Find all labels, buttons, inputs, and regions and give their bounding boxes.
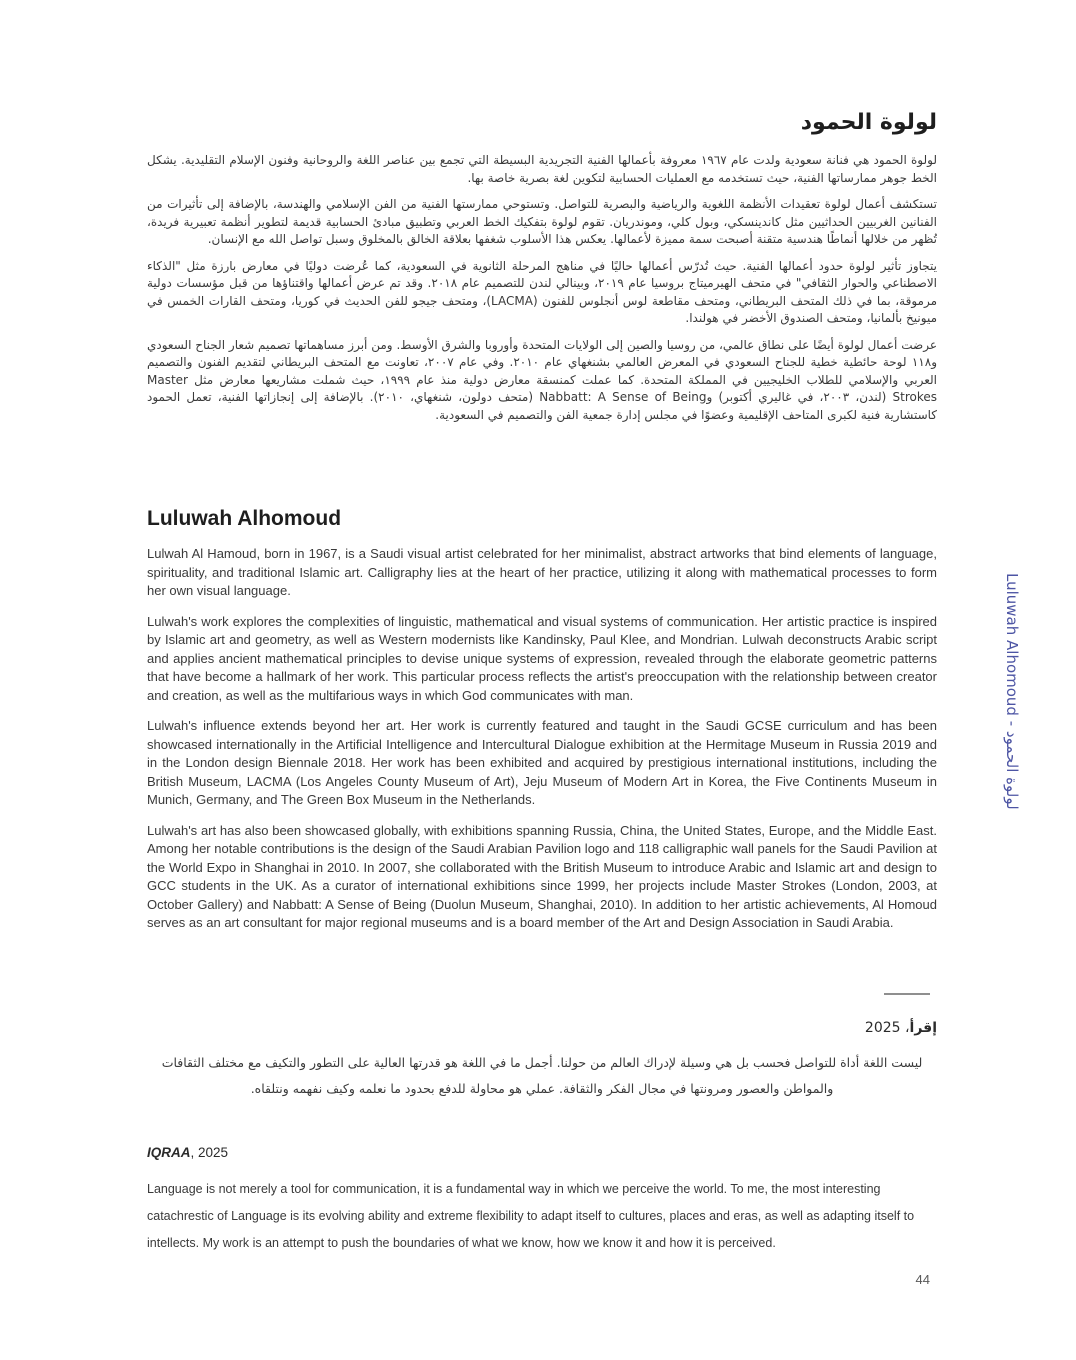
arabic-artist-quote: ليست اللغة أداة للتواصل فحسب بل هي وسيلة لإدراك العالم من حولنا. أجمل ما في اللغة هو قدرتها العالية على التطور والتكيف مع مختلف الثقافات والمواطن والعصور ومرونتها في مجال الفكر والثقافة. عملي هو محاولة للدفع بحدود ما نعلمه وكيف نفهمه ونتلقاه.	[161, 1055, 923, 1096]
arabic-quote-caption-title: إقرأ	[909, 1020, 937, 1036]
english-paragraph-2: Lulwah's work explores the complexities of linguistic, mathematical and visual systems of communication. Her artistic practice is inspired by Islamic art and geometry, as well as Western modernists like Kandinsky, Paul Klee, and Mondrian. Lulwah deconstructs Arabic script and applies ancient mathematical principles to devise unique systems of expression, revealed through the elaborate geometric patterns that have become a hallmark of her work. This particular process reflects the artist's preoccupation with the relationship between creator and creation, as well as the multifarious ways in which God communicates with man.	[147, 613, 937, 703]
arabic-quote-caption-year: ، 2025	[864, 1020, 910, 1036]
arabic-artist-title: لولوة الحمود	[800, 110, 937, 135]
arabic-paragraph-1: لولوة الحمود هي فنانة سعودية ولدت عام ١٩٦٧ معروفة بأعمالها الفنية التجريدية البسيطة التي تجمع بين عناصر اللغة والروحانية وفنون الإسلام التقليدية. يشكل الخط جوهر ممارساتها الفنية، حيث تستخدمه مع العمليات الحسابية لتكوين لغة بصرية خاصة بها.	[147, 153, 937, 185]
english-artist-quote: Language is not merely a tool for communication, it is a fundamental way in which we perceive the world. To me, the most interesting catachrestic of Language is its evolving ability and extreme flexibility to adapt itself to cultures, places and eras, as well as adapting itself to intellects. My work is an attempt to push the boundaries of what we know, how we know it and how it is perceived.	[147, 1182, 915, 1250]
english-paragraph-3: Lulwah's influence extends beyond her art. Her work is currently featured and taught in the Saudi GCSE curriculum and has been showcased internationally in the Artificial Intelligence and Intercultural Dialogue exhibition at the Hermitage Museum in Russia 2019 and in the London design Biennale 2018. Her work has been exhibited and acquired by prestigious international institutions, including the British Museum, LACMA (Los Angeles County Museum of Art), Jeju Museum of Modern Art in Korea, the Five Continents Museum in Munich, Germany, and The Green Box Museum in the Netherlands.	[147, 718, 937, 807]
english-quote-caption-year: , 2025	[190, 1145, 229, 1160]
arabic-paragraph-4: عرضت أعمال لولوة أيضًا على نطاق عالمي، من روسيا والصين إلى الولايات المتحدة وأوروبا والشرق الأوسط. ومن أبرز مساهماتها تصميم شعار الجناح السعودي و١١٨ لوحة حائطية خطية للجناح السعودي في المعرض العالمي بشنغهاي عام ٢٠١٠. وفي عام ٢٠٠٧، تعاونت مع المتحف البريطاني لتقديم الفنون والتصميم العربي والإسلامي للطلاب الخليجيين في المملكة المتحدة. كما عملت كمنسقة معارض دولية منذ عام ١٩٩٩، حيث شملت مشاريعها معارض مثل Master Strokes (لندن، ٢٠٠٣، في غاليري أكتوبر) وNabbatt: A Sense of Being (متحف دولون، شنغهاي، ٢٠١٠). بالإضافة إلى إنجازاتها الفنية، تعمل الحمود كاستشارية فنية لكبرى المتاحف الإقليمية وعضوًا في مجلس إدارة جمعية الفن والتصميم في السعودية.	[147, 337, 937, 422]
english-quote-caption	[147, 1143, 937, 1162]
arabic-bio-section	[147, 108, 937, 502]
english-paragraph-4: Lulwah's art has also been showcased globally, with exhibitions spanning Russia, China, the United States, Europe, and the Middle East. Among her notable contributions is the design of the Saudi Arabian Pavilion logo and 118 calligraphic wall panels for the Saudi Pavilion at the World Expo in Shanghai in 2010. In 2007, she collaborated with the British Museum to introduce Arabic and Islamic art and design to GCC students in the UK. As a curator of international exhibitions since 1999, her projects include Master Strokes (London, 2003, at October Gallery) and Nabbatt: A Sense of Being (Duolun Museum, Shanghai, 2010). In addition to her artistic achievements, Al Homoud serves as an art consultant for major regional museums and is a board member of the Art and Design Association in Saudi Arabia.	[147, 822, 937, 930]
arabic-quote-caption	[147, 1018, 937, 1038]
quote-divider-rule	[884, 993, 930, 995]
english-quote-caption-title: IQRAA	[147, 1145, 191, 1160]
english-artist-title: Luluwah Alhomoud	[147, 507, 342, 530]
english-bio-section	[147, 506, 937, 978]
page-number: 44	[915, 1272, 930, 1287]
arabic-paragraph-2: تستكشف أعمال لولوة تعقيدات الأنظمة اللغوية والرياضية والبصرية للتواصل. وتستوحي ممارستها الفنية من الفن الإسلامي والهندسة، بالإضافة إلى تأثيرات من الفنانين الغربيين الحداثيين مثل كاندينسكي، وبول كلي، وموندريان. تقوم لولوة بتفكيك الخط العربي وتطبيق مبادئ الحسابية قديمة لتطوير أنظمة تعبيرية فريدة، تُظهر من خلالها أنماطًا هندسية متقنة أصبحت سمة مميزة لأعمالها. يعكس هذا الأسلوب شغفها بعلاقة الخالق بالمخلوق وسبل تواصل الله مع الإنسان.	[147, 197, 937, 246]
margin-artist-label: Luluwah Alhomoud - لولوة الحمود	[1003, 573, 1021, 810]
arabic-paragraph-3: يتجاوز تأثير لولوة حدود أعمالها الفنية. حيث تُدرّس أعمالها حاليًا في مناهج المرحلة الثانوية في السعودية، كما عُرضت دوليًا في معارض بارزة مثل "الذكاء الاصطناعي والحوار الثقافي" في متحف الهيرميتاج بروسيا عام ٢٠١٩، وبينالي لندن للتصميم عام ٢٠١٨. وقد تم عرض أعمالها واقتناؤها من قبل مؤسسات دولية مرموقة، بما في ذلك المتحف البريطاني، ومتحف مقاطعة لوس أنجلوس للفنون (LACMA)، ومتحف جيجو للفن الحديث في كوريا، ومتحف القارات الخمس في ميونيخ بألمانيا، ومتحف الصندوق الأخضر في هولندا.	[147, 258, 937, 325]
english-paragraph-1: Lulwah Al Hamoud, born in 1967, is a Saudi visual artist celebrated for her minimalist, abstract artworks that bind elements of language, spirituality, and traditional Islamic art. Calligraphy lies at the heart of her practice, utilizing it along with mathematical processes to form her own visual language.	[147, 546, 937, 598]
